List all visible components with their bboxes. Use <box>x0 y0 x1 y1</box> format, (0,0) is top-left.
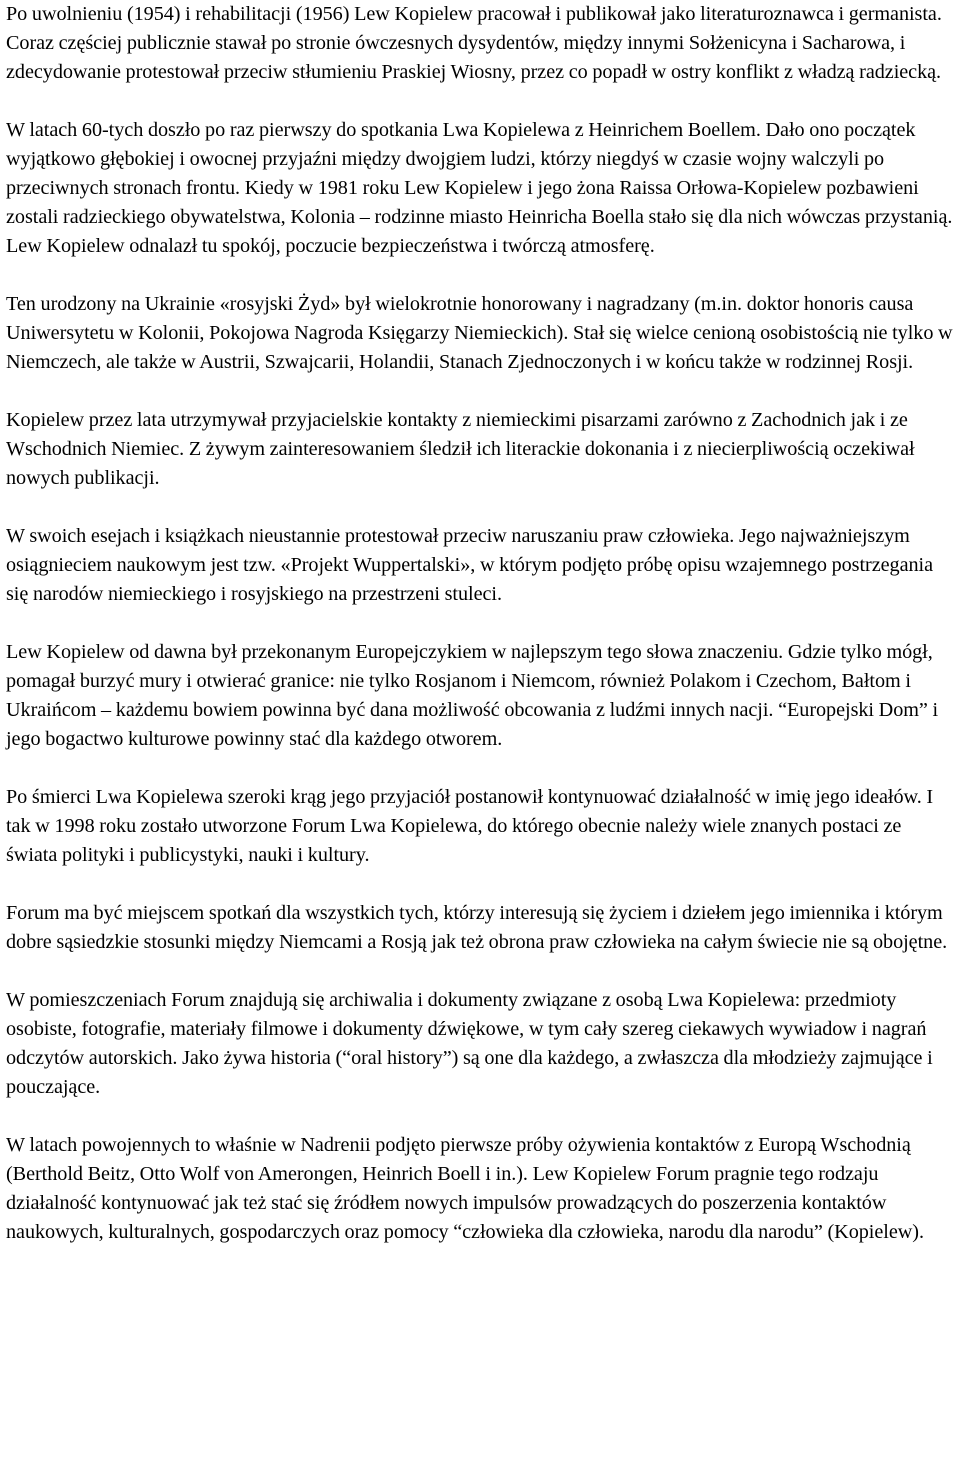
paragraph-7: Po śmierci Lwa Kopielewa szeroki krąg jego przyjaciół postanowił kontynuować działalność w imię jego ideałów. I tak w 1998 roku zostało utworzone Forum Lwa Kopielewa, do którego obecnie należy wiele znanych postaci ze świata polityki i publicystyki, nauki i kultury. <box>6 786 934 866</box>
paragraph-9: W pomieszczeniach Forum znajdują się archiwalia i dokumenty związane z osobą Lwa Kopielewa: przedmioty osobiste, fotografie, materiały filmowe i dokumenty dźwiękowe, w tym cały szereg ciekawych wywiadow i nagrań odczytów autorskich. Jako żywa historia (“oral history”) są one dla każdego, a zwłaszcza dla młodzieży zajmujące i pouczające. <box>6 989 933 1098</box>
paragraph-4: Kopielew przez lata utrzymywał przyjacielskie kontakty z niemieckimi pisarzami zarówno z Zachodnich jak i ze Wschodnich Niemiec. Z żywym zainteresowaniem śledził ich literackie dokonania i z niecierpliwością oczekiwał nowych publikacji. <box>6 409 915 489</box>
paragraph-5: W swoich esejach i książkach nieustannie protestował przeciw naruszaniu praw człowieka. Jego najważniejszym osiągnieciem naukowym jest tzw. «Projekt Wuppertalski», w którym podjęto próbę opisu wzajemnego postrzegania się narodów niemieckiego i rosyjskiego na przestrzeni stuleci. <box>6 525 934 605</box>
paragraph-6: Lew Kopielew od dawna był przekonanym Europejczykiem w najlepszym tego słowa znaczeniu. Gdzie tylko mógł, pomagał burzyć mury i otwierać granice: nie tylko Rosjanom i Niemcom, również Polakom i Czechom, Bałtom i Ukraińcom – każdemu bowiem powinna być dana możliwość obcowania z ludźmi innych nacji. “Europejski Dom” i jego bogactwo kulturowe powinny stać dla każdego otworem. <box>6 641 939 750</box>
paragraph-10: W latach powojennych to właśnie w Nadrenii podjęto pierwsze próby ożywienia kontaktów z Europą Wschodnią (Berthold Beitz, Otto Wolf von Amerongen, Heinrich Boell i in.). Lew Kopielew Forum pragnie tego rodzaju działalność kontynuować jak też stać się źródłem nowych impulsów prowadzących do poszerzenia kontaktów naukowych, kulturalnych, gospodarczych oraz pomocy “człowieka dla człowieka, narodu dla narodu” (Kopielew). <box>6 1134 924 1243</box>
paragraph-1: Po uwolnieniu (1954) i rehabilitacji (1956) Lew Kopielew pracował i publikował jako literaturoznawca i germanista. Coraz częściej publicznie stawał po stronie ówczesnych dysydentów, między innymi Sołżenicyna i Sacharowa, i zdecydowanie protestował przeciw stłumieniu Praskiej Wiosny, przez co popadł w ostry konflikt z władzą radziecką. <box>6 3 942 83</box>
paragraph-8: Forum ma być miejscem spotkań dla wszystkich tych, którzy interesują się życiem i dziełem jego imiennika i którym dobre sąsiedzkie stosunki między Niemcami a Rosją jak też obrona praw człowieka na całym świecie nie są obojętne. <box>6 902 948 953</box>
paragraph-3: Ten urodzony na Ukrainie «rosyjski Żyd» był wielokrotnie honorowany i nagradzany (m.in. doktor honoris causa Uniwersytetu w Kolonii, Pokojowa Nagroda Księgarzy Niemieckich). Stał się wielce cenioną osobistością nie tylko w Niemczech, ale także w Austrii, Szwajcarii, Holandii, Stanach Zjednoczonych i w końcu także w rodzinnej Rosji. <box>6 293 953 373</box>
paragraph-2: W latach 60-tych doszło po raz pierwszy do spotkania Lwa Kopielewa z Heinrichem Boellem. Dało ono początek wyjątkowo głębokiej i owocnej przyjaźni między dwojgiem ludzi, którzy niegdyś w czasie wojny walczyli po przeciwnych stronach frontu. Kiedy w 1981 roku Lew Kopielew i jego żona Raissa Orłowa-Kopielew pozbawieni zostali radzieckiego obywatelstwa, Kolonia – rodzinne miasto Heinricha Boella stało się dla nich wówczas przystanią. Lew Kopielew odnalazł tu spokój, poczucie bezpieczeństwa i twórczą atmosferę. <box>6 119 953 257</box>
